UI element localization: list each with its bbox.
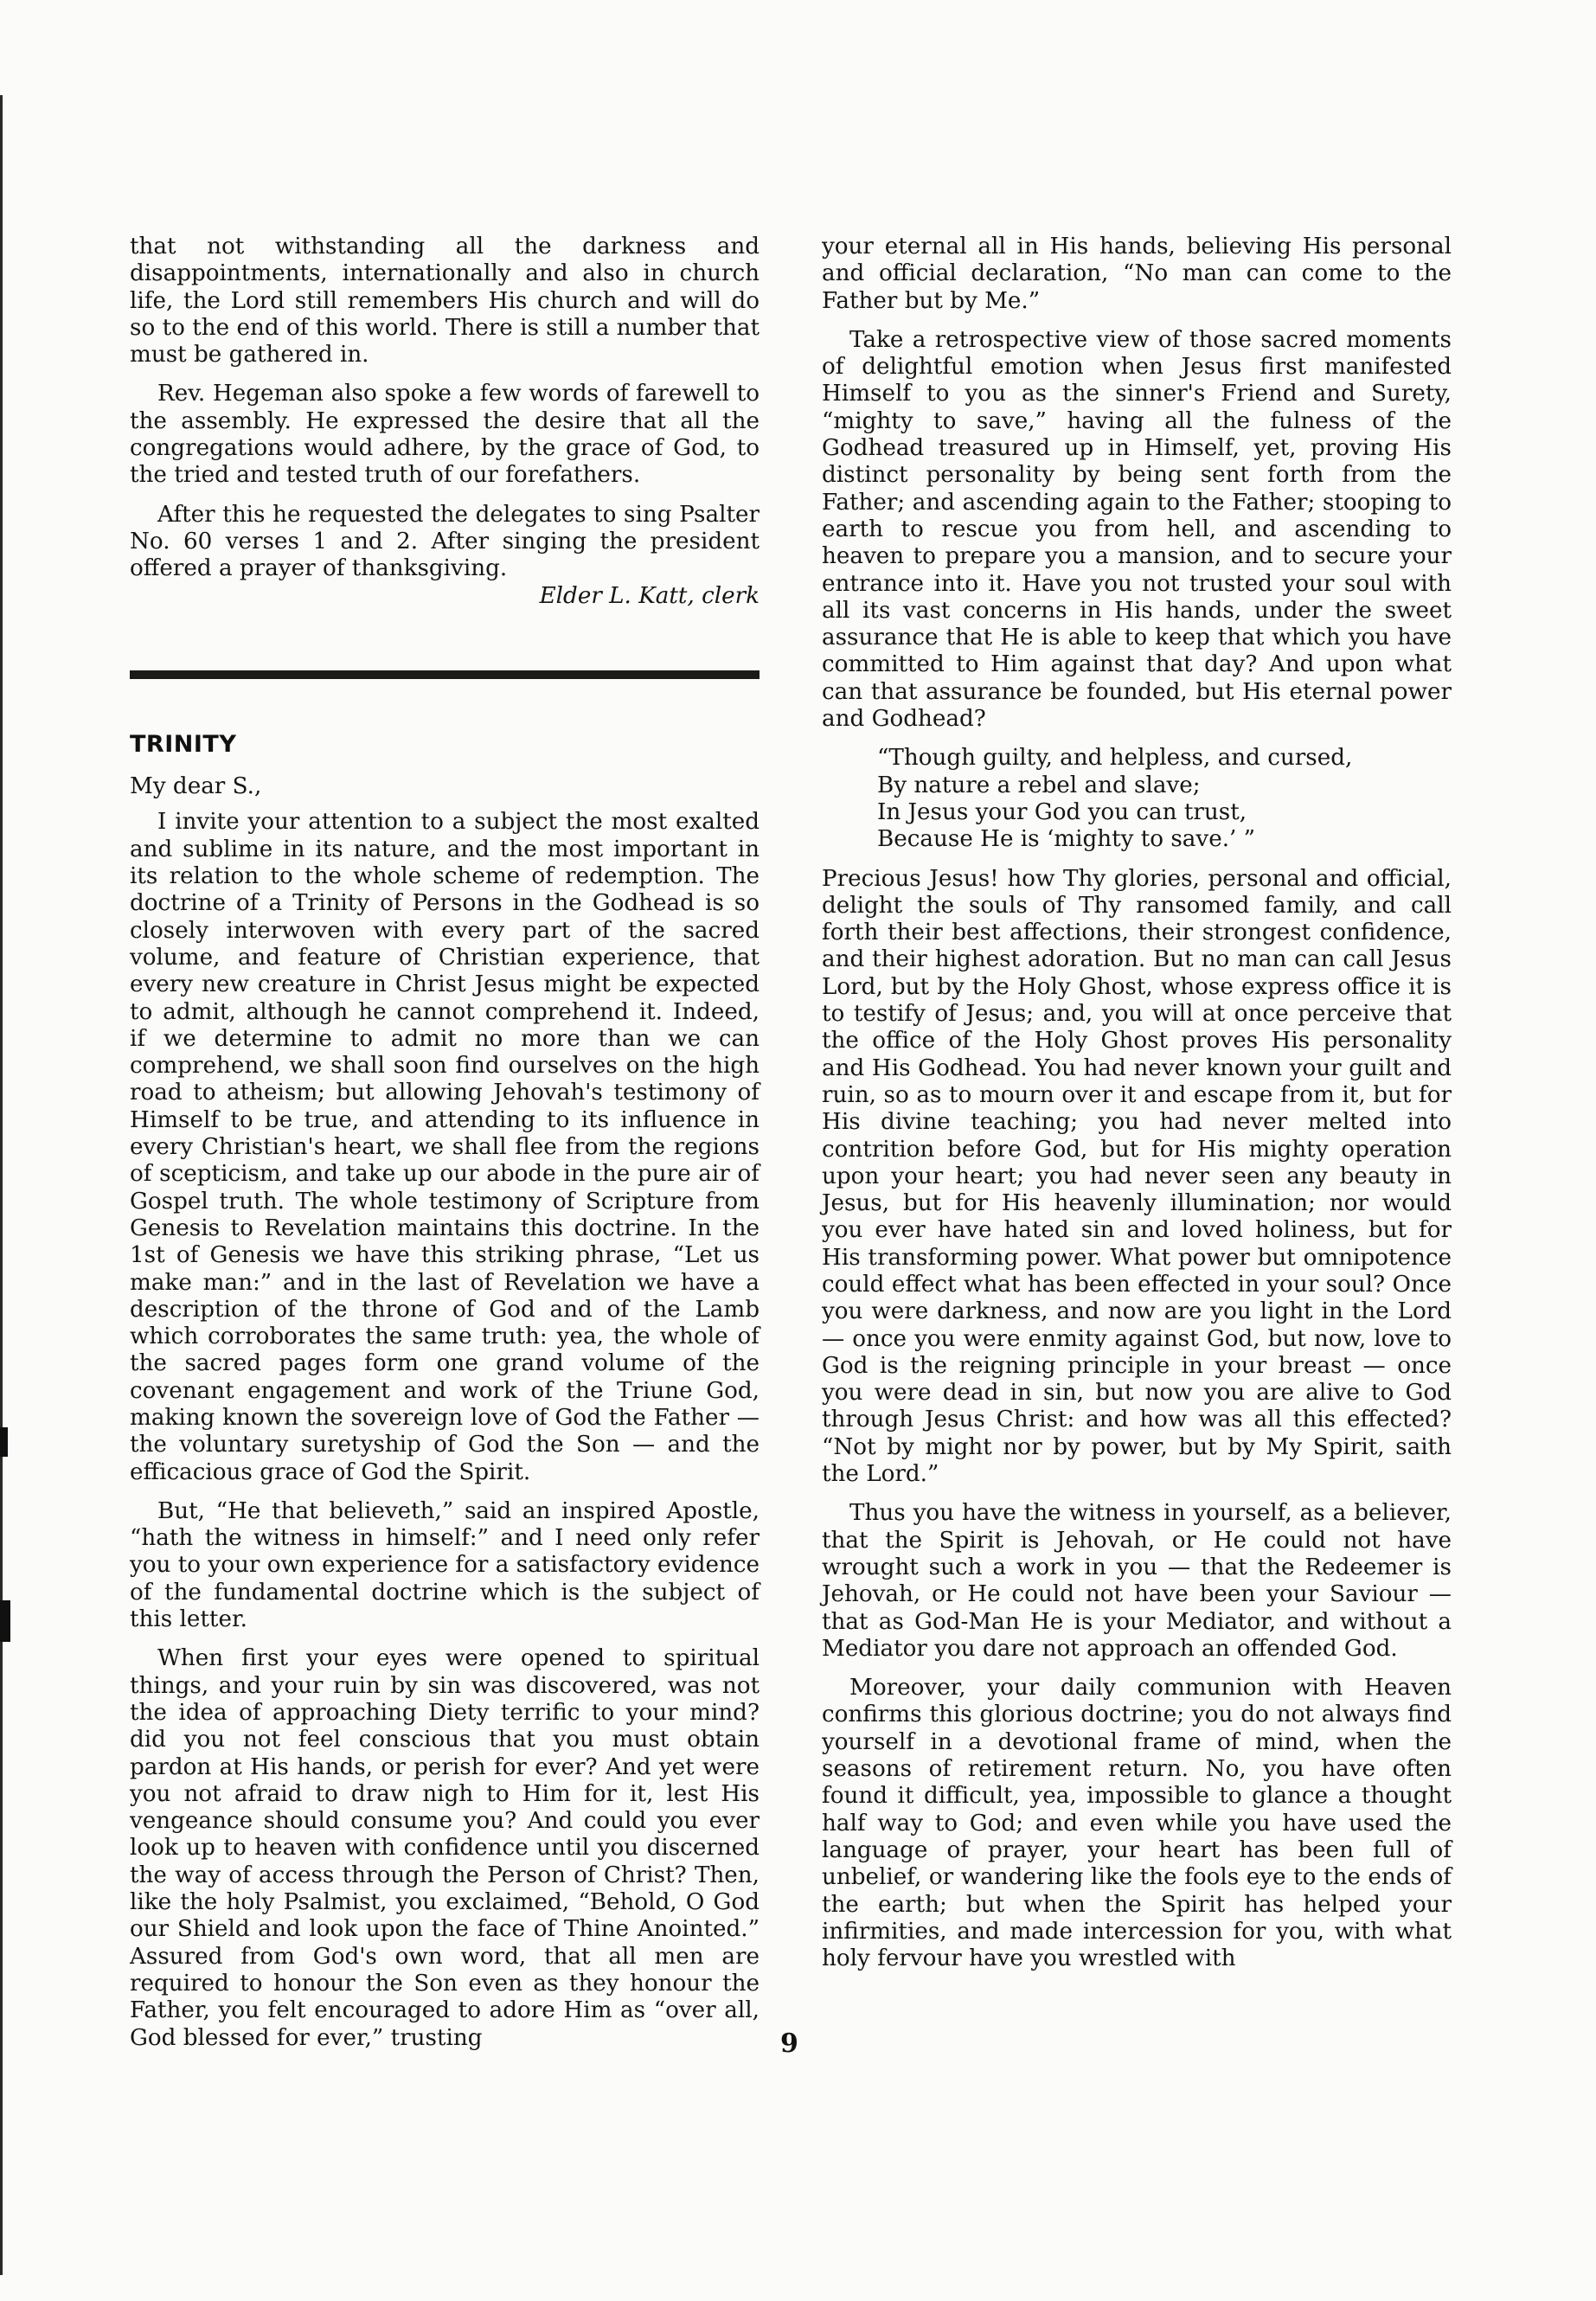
binding-mark xyxy=(0,1427,8,1457)
paragraph: Moreover, your daily communion with Heaven confirms this glorious doctrine; you do not always find yourself in a devotional frame of mind, when the seasons of retirement return. No, you have often found it difficult, yea, impossible to glance a thought half way to God; and even while you have used the language of prayer, your heart has been full of unbelief, or wandering like the fools eye to the ends of the earth; but when the Spirit has helped your infirmities, and made intercession for you, with what holy fervour have you wrestled with xyxy=(822,1675,1452,1972)
article-heading: TRINITY xyxy=(130,730,237,758)
paragraph: Thus you have the witness in yourself, as a believer, that the Spirit is Jehovah, or He could not have wrought such a work in you — that the Redeemer is Jehovah, or He could not have been your Saviour — that as God-Man He is your Mediator, and without a Mediator you dare not approach an offended God. xyxy=(822,1500,1452,1662)
poem-line: Because He is ‘mighty to save.’ ” xyxy=(877,826,1256,853)
salutation: My dear S., xyxy=(130,773,262,800)
poem-line: In Jesus your God you can trust, xyxy=(877,798,1247,825)
paragraph: Take a retrospective view of those sacred moments of delightful emotion when Jesus first manifested Himself to you as the sinner's Friend and Surety, “mighty to save,” having all the fulness of the Godhead treasured up in Himself, yet, proving His distinct personality by being sent forth from the Father; and ascending again to the Father; stooping to earth to rescue you from hell, and ascending to heaven to prepare you a mansion, and to secure your entrance into it. Have you not trusted your soul with all its vast concerns in His hands, under the sweet assurance that He is able to keep that which you have committed to Him against that day? And upon what can that assurance be founded, but His eternal power and Godhead? xyxy=(822,326,1452,733)
right-column xyxy=(822,234,1452,1984)
paragraph: But, “He that believeth,” said an inspired Apostle, “hath the witness in himself:” and I need only refer you to your own experience for a satisfactory evidence of the fundamental doctrine which is the subject of this letter. xyxy=(130,1497,760,1633)
poem-quote xyxy=(877,745,1452,853)
paragraph: Rev. Hegeman also spoke a few words of farewell to the assembly. He expressed the desire that all the congregations would adhere, by the grace of God, to the tried and tested truth of our forefathers. xyxy=(130,381,760,489)
paragraph: After this he requested the delegates to sing Psalter No. 60 verses 1 and 2. After singing the president offered a prayer of thanksgiving. xyxy=(130,501,760,582)
poem-line: “Though guilty, and helpless, and cursed, xyxy=(877,745,1353,772)
paragraph: I invite your attention to a subject the most exalted and sublime in its nature, and the most important in its relation to the whole scheme of redemption. The doctrine of a Trinity of Persons in the Godhead is so closely interwoven with every part of the sacred volume, and feature of Christian experience, that every new creature in Christ Jesus might be expected to admit, although he cannot comprehend it. Indeed, if we determine to admit no more than we can comprehend, we shall soon find ourselves on the high road to atheism; but allowing Jehovah's testimony of Himself to be true, and attending to its influence in every Christian's heart, we shall flee from the regions of scepticism, and take up our abode in the pure air of Gospel truth. The whole testimony of Scripture from Genesis to Revelation maintains this doctrine. In the 1st of Genesis we have this striking phrase, “Let us make man:” and in the last of Revelation we have a description of the throne of God and of the Lamb which corroborates the same truth: yea, the whole of the sacred pages form one grand volume of the covenant engagement and work of the Triune God, making known the sovereign love of God the Father — the voluntary suretyship of God the Son — and the efficacious grace of God the Spirit. xyxy=(130,809,760,1485)
poem-line: By nature a rebel and slave; xyxy=(877,772,1201,798)
page-edge xyxy=(0,95,3,2275)
binding-mark xyxy=(0,1600,10,1642)
paragraph: Precious Jesus! how Thy glories, personal and official, delight the souls of Thy ransomed family, and call forth their best affections, their strongest confidence, and their highest adoration. But no man can call Jesus Lord, but by the Holy Ghost, whose express office it is to testify of Jesus; and, you will at once perceive that the office of the Holy Ghost proves His personality and His Godhead. You had never known your guilt and ruin, so as to mourn over it and escape from it, but for His divine teaching; you had never melted into contrition before God, but for His mighty operation upon your heart; you had never seen any beauty in Jesus, but for His heavenly illumination; nor would you ever have hated sin and loved holiness, but for His transforming power. What power but omnipotence could effect what has been effected in your soul? Once you were darkness, and now are you light in the Lord — once you were enmity against God, but now, love to God is the reigning principle in your breast — once you were dead in sin, but now you are alive to God through Jesus Christ: and how was all this effected? “Not by might nor by power, but by My Spirit, saith the Lord.” xyxy=(822,865,1452,1488)
signature: Elder L. Katt, clerk xyxy=(539,582,760,609)
paragraph: that not withstanding all the darkness and disappointments, internationally and also in church life, the Lord still remembers His church and will do so to the end of this world. There is still a number that must be gathered in. xyxy=(130,234,760,369)
page-number: 9 xyxy=(780,2029,798,2059)
left-column xyxy=(130,234,760,2064)
paragraph: When first your eyes were opened to spiritual things, and your ruin by sin was discovered, was not the idea of approaching Diety terrific to your mind? did you not feel conscious that you must obtain pardon at His hands, or perish for ever? And yet were you not afraid to draw nigh to Him for it, lest His vengeance should consume you? And could you ever look up to heaven with confidence until you discerned the way of access through the Person of Christ? Then, like the holy Psalmist, you exclaimed, “Behold, O God our Shield and look upon the face of Thine Anointed.” Assured from God's own word, that all men are required to honour the Son even as they honour the Father, you felt encouraged to adore Him as “over all, God blessed for ever,” trusting xyxy=(130,1645,760,2051)
section-divider xyxy=(130,670,760,679)
paragraph: your eternal all in His hands, believing His personal and official declaration, “No man can come to the Father but by Me.” xyxy=(822,234,1452,314)
